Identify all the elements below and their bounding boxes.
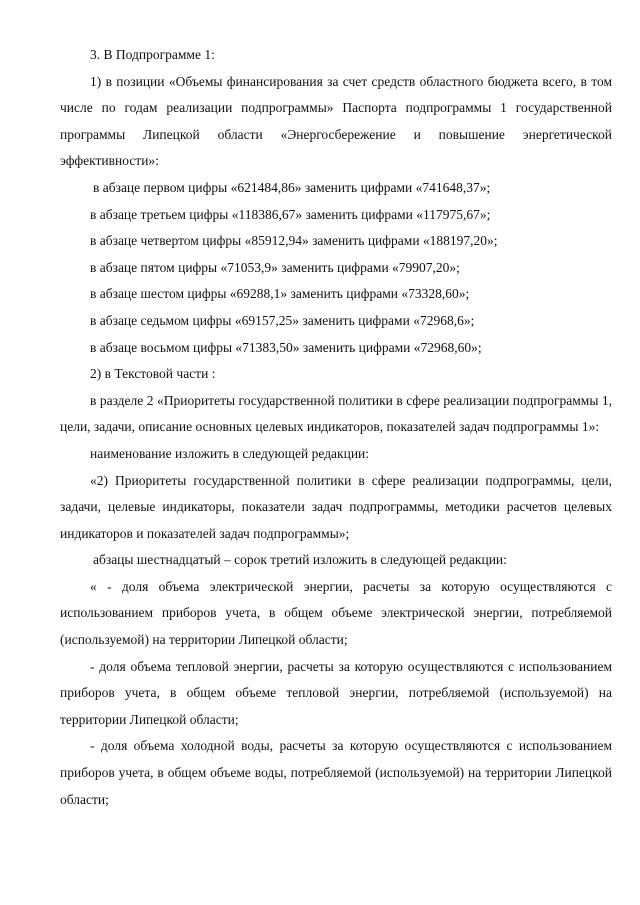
list-item: в абзаце пятом цифры «71053,9» заменить цифрами «79907,20»; <box>90 259 460 275</box>
paragraph: наименование изложить в следующей редакции: <box>90 445 370 461</box>
paragraph: «2) Приоритеты государственной политики в сфере реализации подпрограммы, цели, задачи, целевые индикаторы, показатели задач подпрограммы, методики расчетов целевых индикаторов и показателей задач подпрограммы»; <box>60 472 612 541</box>
list-item: в абзаце шестом цифры «69288,1» заменить цифрами «73328,60»; <box>90 286 470 302</box>
list-item: в абзаце первом цифры «621484,86» заменить цифрами «741648,37»; <box>93 179 491 195</box>
document-body <box>60 42 612 813</box>
list-item: в абзаце восьмом цифры «71383,50» заменить цифрами «72968,60»; <box>90 339 482 355</box>
paragraph: - доля объема холодной воды, расчеты за которую осуществляются с использованием приборов учета, в общем объеме воды, потребляемой (используемой) на территории Липецкой области; <box>60 738 612 807</box>
section-heading: 3. В Подпрограмме 1: <box>90 47 215 62</box>
list-item: в абзаце третьем цифры «118386,67» заменить цифрами «117975,67»; <box>90 206 491 222</box>
paragraph: в разделе 2 «Приоритеты государственной политики в сфере реализации подпрограммы 1, цели, задачи, описание основных целевых индикаторов, показателей задач подпрограммы 1»: <box>60 392 612 435</box>
list-item: в абзаце четвертом цифры «85912,94» заменить цифрами «188197,20»; <box>90 233 498 249</box>
paragraph: - доля объема тепловой энергии, расчеты за которую осуществляются с использованием приборов учета, в общем объеме тепловой энергии, потребляемой (используемой) на территории Липецкой области; <box>60 658 612 727</box>
paragraph: 1) в позиции «Объемы финансирования за счет средств областного бюджета всего, в том числе по годам реализации подпрограммы» Паспорта подпрограммы 1 государственной программы Липецкой области «Энергосбережение и повышение энергетической эффективности»: <box>60 73 612 169</box>
paragraph: абзацы шестнадцатый – сорок третий изложить в следующей редакции: <box>93 552 507 568</box>
paragraph: « - доля объема электрической энергии, расчеты за которую осуществляются с использованием приборов учета, в общем объеме электрической энергии, потребляемой (используемой) на территории Липецкой области; <box>60 578 612 648</box>
list-item: в абзаце седьмом цифры «69157,25» заменить цифрами «72968,6»; <box>90 312 475 328</box>
subsection-heading: 2) в Текстовой части : <box>90 366 216 382</box>
